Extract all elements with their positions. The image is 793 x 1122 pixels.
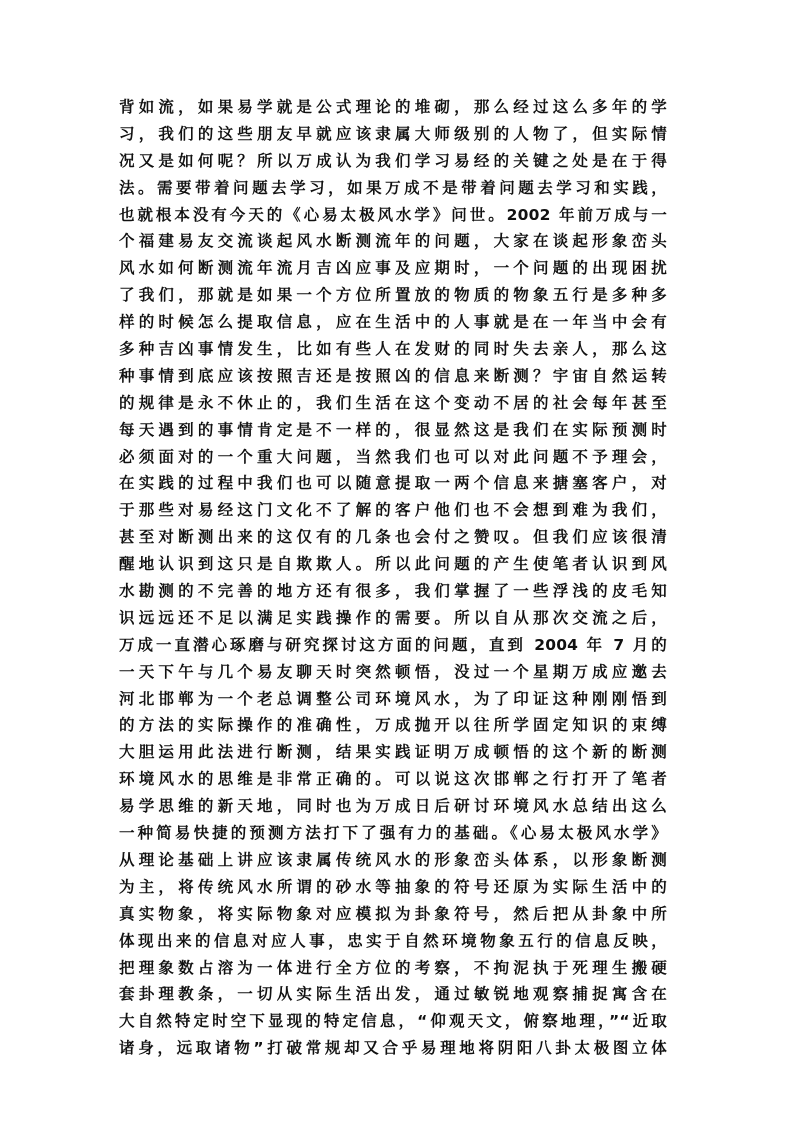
text-line: 了我们，那就是如果一个方位所置放的物质的物象五行是多种多 <box>119 286 667 305</box>
text-line: 于那些对易经这门文化不了解的客户他们也不会想到难为我们， <box>119 501 667 520</box>
text-line: 大自然特定时空下显现的特定信息，“仰观天文，俯察地理，”“近取 <box>119 1012 667 1031</box>
text-line: 环境风水的思维是非常正确的。可以说这次邯郸之行打开了笔者 <box>119 770 667 789</box>
text-line: 大胆运用此法进行断测，结果实践证明万成顿悟的这个新的断测 <box>119 743 667 762</box>
text-line: 的规律是永不休止的，我们生活在这个变动不居的社会每年甚至 <box>119 393 667 412</box>
text-line: 真实物象，将实际物象对应模拟为卦象符号，然后把从卦象中所 <box>119 904 667 923</box>
text-line: 识远远还不足以满足实践操作的需要。所以自从那次交流之后， <box>119 608 667 627</box>
text-line: 背如流，如果易学就是公式理论的堆砌，那么经过这么多年的学 <box>119 98 667 116</box>
text-line: 万成一直潜心琢磨与研究探讨这方面的问题，直到 2004 年 7 月的 <box>119 635 667 654</box>
text-line: 诸身，远取诸物”打破常规却又合乎易理地将阴阳八卦太极图立体 <box>119 1039 667 1058</box>
text-line: 每天遇到的事情肯定是不一样的，很显然这是我们在实际预测时 <box>119 420 667 439</box>
text-line: 习，我们的这些朋友早就应该隶属大师级别的人物了，但实际情 <box>119 124 667 143</box>
text-line: 在实践的过程中我们也可以随意提取一两个信息来搪塞客户，对 <box>119 474 667 493</box>
text-line: 的方法的实际操作的准确性，万成抛开以往所学固定知识的束缚 <box>119 716 667 735</box>
text-line: 从理论基础上讲应该隶属传统风水的形象峦头体系，以形象断测 <box>119 850 667 869</box>
body-text <box>119 94 667 1062</box>
text-line: 河北邯郸为一个老总调整公司环境风水，为了印证这种刚刚悟到 <box>119 689 667 708</box>
text-line: 甚至对断测出来的这仅有的几条也会付之赞叹。但我们应该很清 <box>119 528 667 547</box>
text-line: 样的时候怎么提取信息，应在生活中的人事就是在一年当中会有 <box>119 313 667 332</box>
text-line: 法。需要带着问题去学习，如果万成不是带着问题去学习和实践， <box>119 178 667 197</box>
text-line: 多种吉凶事情发生，比如有些人在发财的同时失去亲人，那么这 <box>119 340 667 359</box>
text-line: 易学思维的新天地，同时也为万成日后研讨环境风水总结出这么 <box>119 797 667 816</box>
text-line: 个福建易友交流谈起风水断测流年的问题，大家在谈起形象峦头 <box>119 232 667 251</box>
text-line: 一种简易快捷的预测方法打下了强有力的基础。《心易太极风水学》 <box>119 824 667 843</box>
text-line: 为主，将传统风水所谓的砂水等抽象的符号还原为实际生活中的 <box>119 877 667 896</box>
text-line: 醒地认识到这只是自欺欺人。所以此问题的产生使笔者认识到风 <box>119 555 667 574</box>
text-line: 把理象数占溶为一体进行全方位的考察，不拘泥执于死理生搬硬 <box>119 958 667 977</box>
text-line: 体现出来的信息对应人事，忠实于自然环境物象五行的信息反映， <box>119 931 667 950</box>
text-line: 一天下午与几个易友聊天时突然顿悟，没过一个星期万成应邀去 <box>119 662 667 681</box>
text-line: 水勘测的不完善的地方还有很多，我们掌握了一些浮浅的皮毛知 <box>119 582 667 601</box>
text-line: 必须面对的一个重大问题，当然我们也可以对此问题不予理会， <box>119 447 667 466</box>
text-line: 种事情到底应该按照吉还是按照凶的信息来断测？宇宙自然运转 <box>119 366 667 385</box>
text-line: 况又是如何呢？所以万成认为我们学习易经的关键之处是在于得 <box>119 151 667 170</box>
text-line: 风水如何断测流年流月吉凶应事及应期时，一个问题的出现困扰 <box>119 259 667 278</box>
text-line: 套卦理教条，一切从实际生活出发，通过敏锐地观察捕捉寓含在 <box>119 985 667 1004</box>
text-line: 也就根本没有今天的《心易太极风水学》问世。2002 年前万成与一 <box>119 205 667 224</box>
